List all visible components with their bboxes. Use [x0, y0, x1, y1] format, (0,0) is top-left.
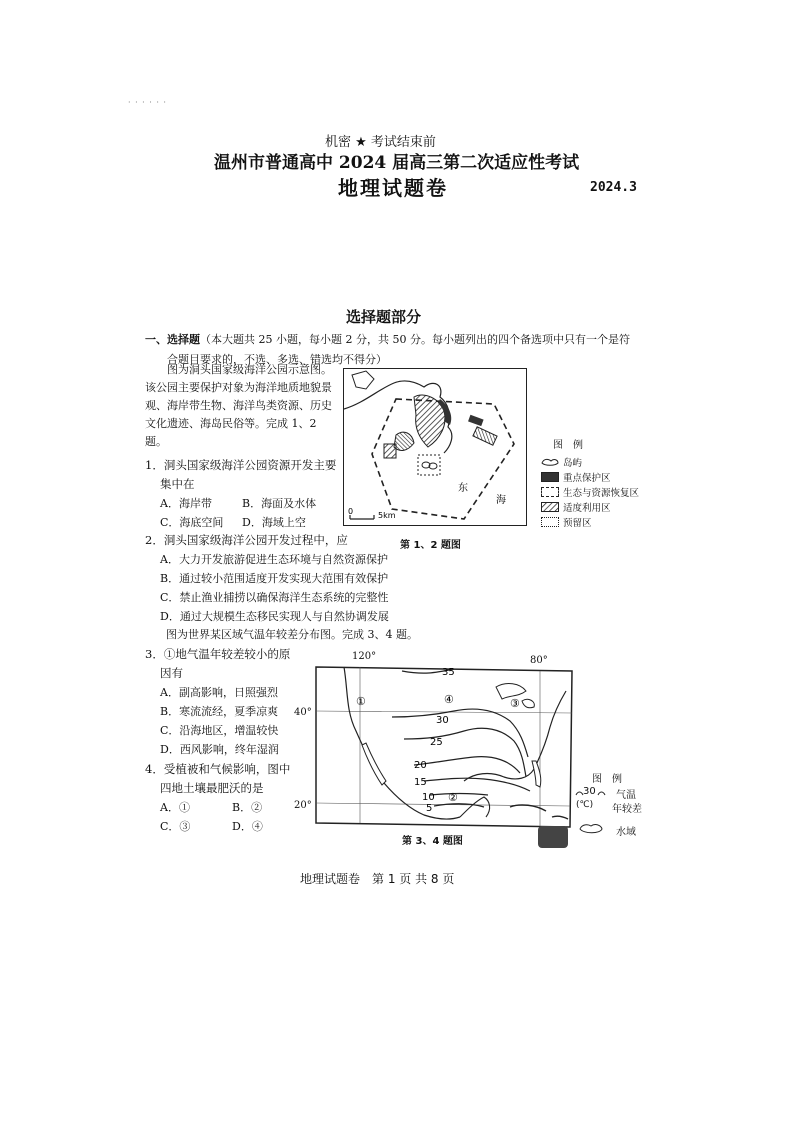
q4-option-a: A．①: [160, 801, 190, 814]
q4-option-c: C．③: [160, 820, 191, 833]
q3-option-a: A．副高影响，日照强烈: [160, 686, 278, 699]
q1-stem-line2: 集中在: [160, 477, 195, 491]
water-legend-label: 水域: [616, 827, 636, 838]
legend-item-reserved: 预留区: [541, 514, 661, 529]
sea-label-sea: 海: [496, 495, 506, 506]
q3-stem-line1: 3．①地气温年较差较小的原: [145, 647, 291, 661]
confidential-notice: 机密 ★ 考试结束前: [325, 135, 436, 150]
key-protection-swatch-icon: [541, 472, 559, 482]
map-dongtou-marine-park: [343, 368, 527, 526]
point-3: ③: [510, 697, 520, 710]
q3-stem-line2: 因有: [160, 666, 183, 680]
q2-stem: 2．洞头国家级海洋公园开发过程中，应: [145, 533, 348, 547]
legend-item-recovery: 生态与资源恢复区: [541, 484, 661, 499]
isoline-label-30: 30: [436, 715, 449, 726]
isoline-legend-value: 30: [583, 786, 596, 797]
isoline-label-15: 15: [414, 777, 427, 788]
instructions-line1: （本大题共 25 小题，每小题 2 分，共 50 分。每小题列出的四个备选项中只有一个是符: [200, 333, 630, 346]
map2-lon-120: 120°: [352, 651, 377, 662]
q4-option-b: B．②: [232, 801, 263, 814]
moderate-use-swatch-icon: [541, 502, 559, 512]
q1-option-a: A．海岸带: [160, 497, 212, 510]
isoline-label-25: 25: [430, 737, 443, 748]
legend-item-moderate-use: 适度利用区: [541, 499, 661, 514]
map-annual-temperature-range: [314, 661, 576, 829]
sea-label-east: 东: [458, 483, 468, 494]
q2-option-a: A．大力开发旅游促进生态环境与自然资源保护: [160, 553, 388, 566]
q4-option-d: D．④: [232, 820, 263, 833]
point-2: ②: [448, 791, 458, 804]
q12-intro: 图为洞头国家级海洋公园示意图。该公园主要保护对象为海洋地质地貌景观、海岸带生物、海洋鸟类资源、历史文化遗迹、海岛民俗等。完成 1、2 题。: [145, 363, 332, 448]
scan-margin-dots: · · · · · ·: [128, 98, 167, 107]
map2-caption: 第 3、4 题图: [402, 836, 463, 847]
island-icon: [541, 457, 559, 467]
exam-date: 2024.3: [590, 180, 637, 195]
q1-option-d: D．海域上空: [242, 516, 306, 529]
isoline-legend-unit: (℃): [576, 800, 594, 810]
legend-item-water: [578, 822, 658, 838]
map1-caption: 第 1、2 题图: [400, 540, 461, 551]
island-north: [352, 371, 374, 389]
exam-title: 温州市普通高中 2024 届高三第二次适应性考试: [214, 153, 580, 173]
map2-lon-80: 80°: [530, 655, 548, 666]
map2-svg: [314, 661, 576, 829]
map1-legend: [541, 436, 661, 529]
q3-option-b: B．寒流流经，夏季凉爽: [160, 705, 279, 718]
map2-lat-40: 40°: [294, 707, 312, 718]
page-footer: 地理试题卷 第 1 页 共 8 页: [300, 872, 455, 886]
point-1: ①: [356, 695, 366, 708]
reserved-swatch-icon: [541, 517, 559, 527]
section-title: 选择题部分: [346, 308, 422, 326]
point-4: ④: [444, 693, 454, 706]
q2-option-b: B．通过较小范围适度开发实现大范围有效保护: [160, 572, 389, 585]
q1-option-c: C．海底空间: [160, 516, 224, 529]
isoline-legend-label-2: 年较差: [612, 804, 642, 815]
q1-option-b: B．海面及水体: [242, 497, 317, 510]
legend-item-island: 岛屿: [541, 454, 661, 469]
map2-frame: [316, 667, 572, 827]
scale-label-0: 0: [348, 507, 354, 516]
q1-stem-line1: 1．洞头国家级海洋公园资源开发主要: [145, 458, 337, 472]
exam-subtitle: 地理试题卷: [338, 176, 448, 200]
q34-intro: 图为世界某区域气温年较差分布图。完成 3、4 题。: [166, 628, 418, 641]
moderate-use-zone-3: [384, 444, 396, 458]
water-icon: [578, 822, 604, 836]
map2-lat-20: 20°: [294, 800, 312, 811]
isoline-label-20: 20: [414, 760, 427, 771]
scale-label-5km: 5km: [378, 511, 396, 520]
key-protection-zone-2: [468, 415, 484, 426]
moderate-use-zone-2: [394, 432, 414, 450]
q3-option-c: C．沿海地区，增温较快: [160, 724, 279, 737]
isoline-legend-label-1: 气温: [616, 790, 636, 801]
isoline-label-10: 10: [422, 792, 435, 803]
legend-item-key-protection: 重点保护区: [541, 469, 661, 484]
map2-legend-title: 图 例: [592, 774, 622, 785]
q4-stem-line1: 4．受植被和气候影响，图中: [145, 762, 291, 776]
q3-option-d: D．西风影响，终年湿润: [160, 743, 279, 756]
isoline-label-5: 5: [426, 803, 433, 814]
q2-option-d: D．通过大规模生态移民实现人与自然协调发展: [160, 610, 389, 623]
moderate-use-zone-4: [473, 427, 497, 445]
map1-legend-title: 图 例: [553, 440, 583, 451]
recovery-swatch-icon: [541, 487, 559, 497]
q2-option-c: C．禁止渔业捕捞以确保海洋生态系统的完整性: [160, 591, 389, 604]
scan-artifact: [538, 826, 568, 848]
legend-item-isoline: [574, 786, 674, 816]
map1-svg: [344, 369, 526, 525]
instructions-line2: 合题目要求的，不选、多选、错选均不得分）: [167, 353, 387, 366]
isoline-label-35: 35: [442, 667, 455, 678]
q4-stem-line2: 四地土壤最肥沃的是: [160, 781, 264, 795]
instructions-label: 一、选择题: [145, 333, 200, 346]
